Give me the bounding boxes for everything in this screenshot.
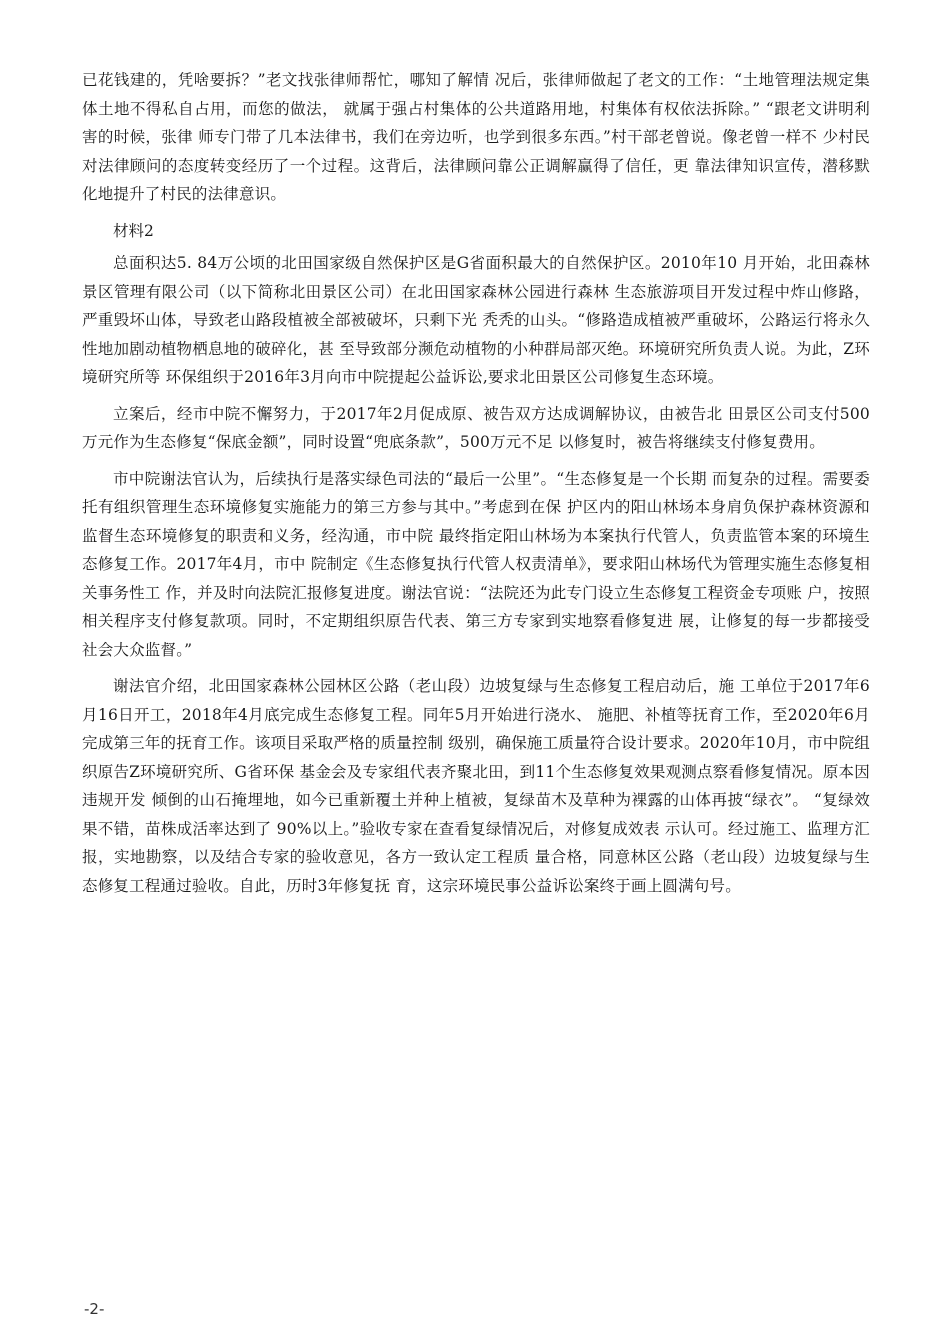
page-number: -2- [84,1300,105,1318]
document-page [82,66,870,908]
paragraph-2: 立案后，经市中院不懈努力，于2017年2月促成原、被告双方达成调解协议，由被告北 田景区公司支付500万元作为生态修复“保底金额”，同时设置“兜底条款”，500万元不足 以修复时，被告将继续支付修复费用。 [82,404,870,451]
paragraph-1: 总面积达5. 84万公顷的北田国家级自然保护区是G省面积最大的自然保护区。2010年10 月开始，北田森林景区管理有限公司（以下简称北田景区公司）在北田国家森林公园进行森林 生态旅游项目开发过程中炸山修路，严重毁坏山体，导致老山路段植被全部被破坏，只剩下光 秃秃的山头。“修路造成植被严重破坏，公路运行将永久性地加剧动植物栖息地的破碎化，甚 至导致部分濒危动植物的小种群局部灭绝。环境研究所负责人说。为此，Z环境研究所等 环保组织于2016年3月向市中院提起公益诉讼,要求北田景区公司修复生态环境。 [82,254,870,386]
section-heading-material-2: 材料2 [113,221,154,240]
paragraph-3: 市中院谢法官认为，后续执行是落实绿色司法的“最后一公里”。“生态修复是一个长期 而复杂的过程。需要委托有组织管理生态环境修复实施能力的第三方参与其中。”考虑到在保 护区内的阳山林场本身肩负保护森林资源和监督生态环境修复的职责和义务，经沟通，市中院 最终指定阳山林场为本案执行代管人，负责监管本案的环境生态修复工作。2017年4月，市中 院制定《生态修复执行代管人权责清单》，要求阳山林场代为管理实施生态修复相关事务性工 作，并及时向法院汇报修复进度。谢法官说：“法院还为此专门设立生态修复工程资金专项账 户，按照相关程序支付修复款项。同时，不定期组织原告代表、第三方专家到实地察看修复进 展，让修复的每一步都接受社会大众监督。” [82,469,870,659]
paragraph-4: 谢法官介绍，北田国家森林公园林区公路（老山段）边坡复绿与生态修复工程启动后，施 工单位于2017年6月16日开工，2018年4月底完成生态修复工程。同年5月开始进行浇水、 施肥、补植等抚育工作，至2020年6月完成第三年的抚育工作。该项目采取严格的质量控制 级别，确保施工质量符合设计要求。2020年10月，市中院组织原告Z环境研究所、G省环保 基金会及专家组代表齐聚北田，到11个生态修复效果观测点察看修复情况。原本因违规开发 倾倒的山石掩埋地，如今已重新覆土并种上植被，复绿苗木及草种为裸露的山体再披“绿衣”。 “复绿效果不错，苗株成活率达到了 90%以上。”验收专家在查看复绿情况后，对修复成效表 示认可。经过施工、监理方汇报，实地勘察，以及结合专家的验收意见，各方一致认定工程质 量合格，同意林区公路（老山段）边坡复绿与生态修复工程通过验收。自此，历时3年修复抚 育，这宗环境民事公益诉讼案终于画上圆满句号。 [82,677,870,895]
paragraph-continued: 已花钱建的，凭啥要拆？”老文找张律师帮忙，哪知了解情 况后，张律师做起了老文的工作：“土地管理法规定集体土地不得私自占用，而您的做法， 就属于强占村集体的公共道路用地，村集体有权依法拆除。” “跟老文讲明利害的时候，张律 师专门带了几本法律书，我们在旁边听，也学到很多东西。”村干部老曾说。像老曾一样不 少村民对法律顾问的态度转变经历了一个过程。这背后，法律顾问靠公正调解赢得了信任，更 靠法律知识宣传，潜移默化地提升了村民的法律意识。 [82,71,870,203]
